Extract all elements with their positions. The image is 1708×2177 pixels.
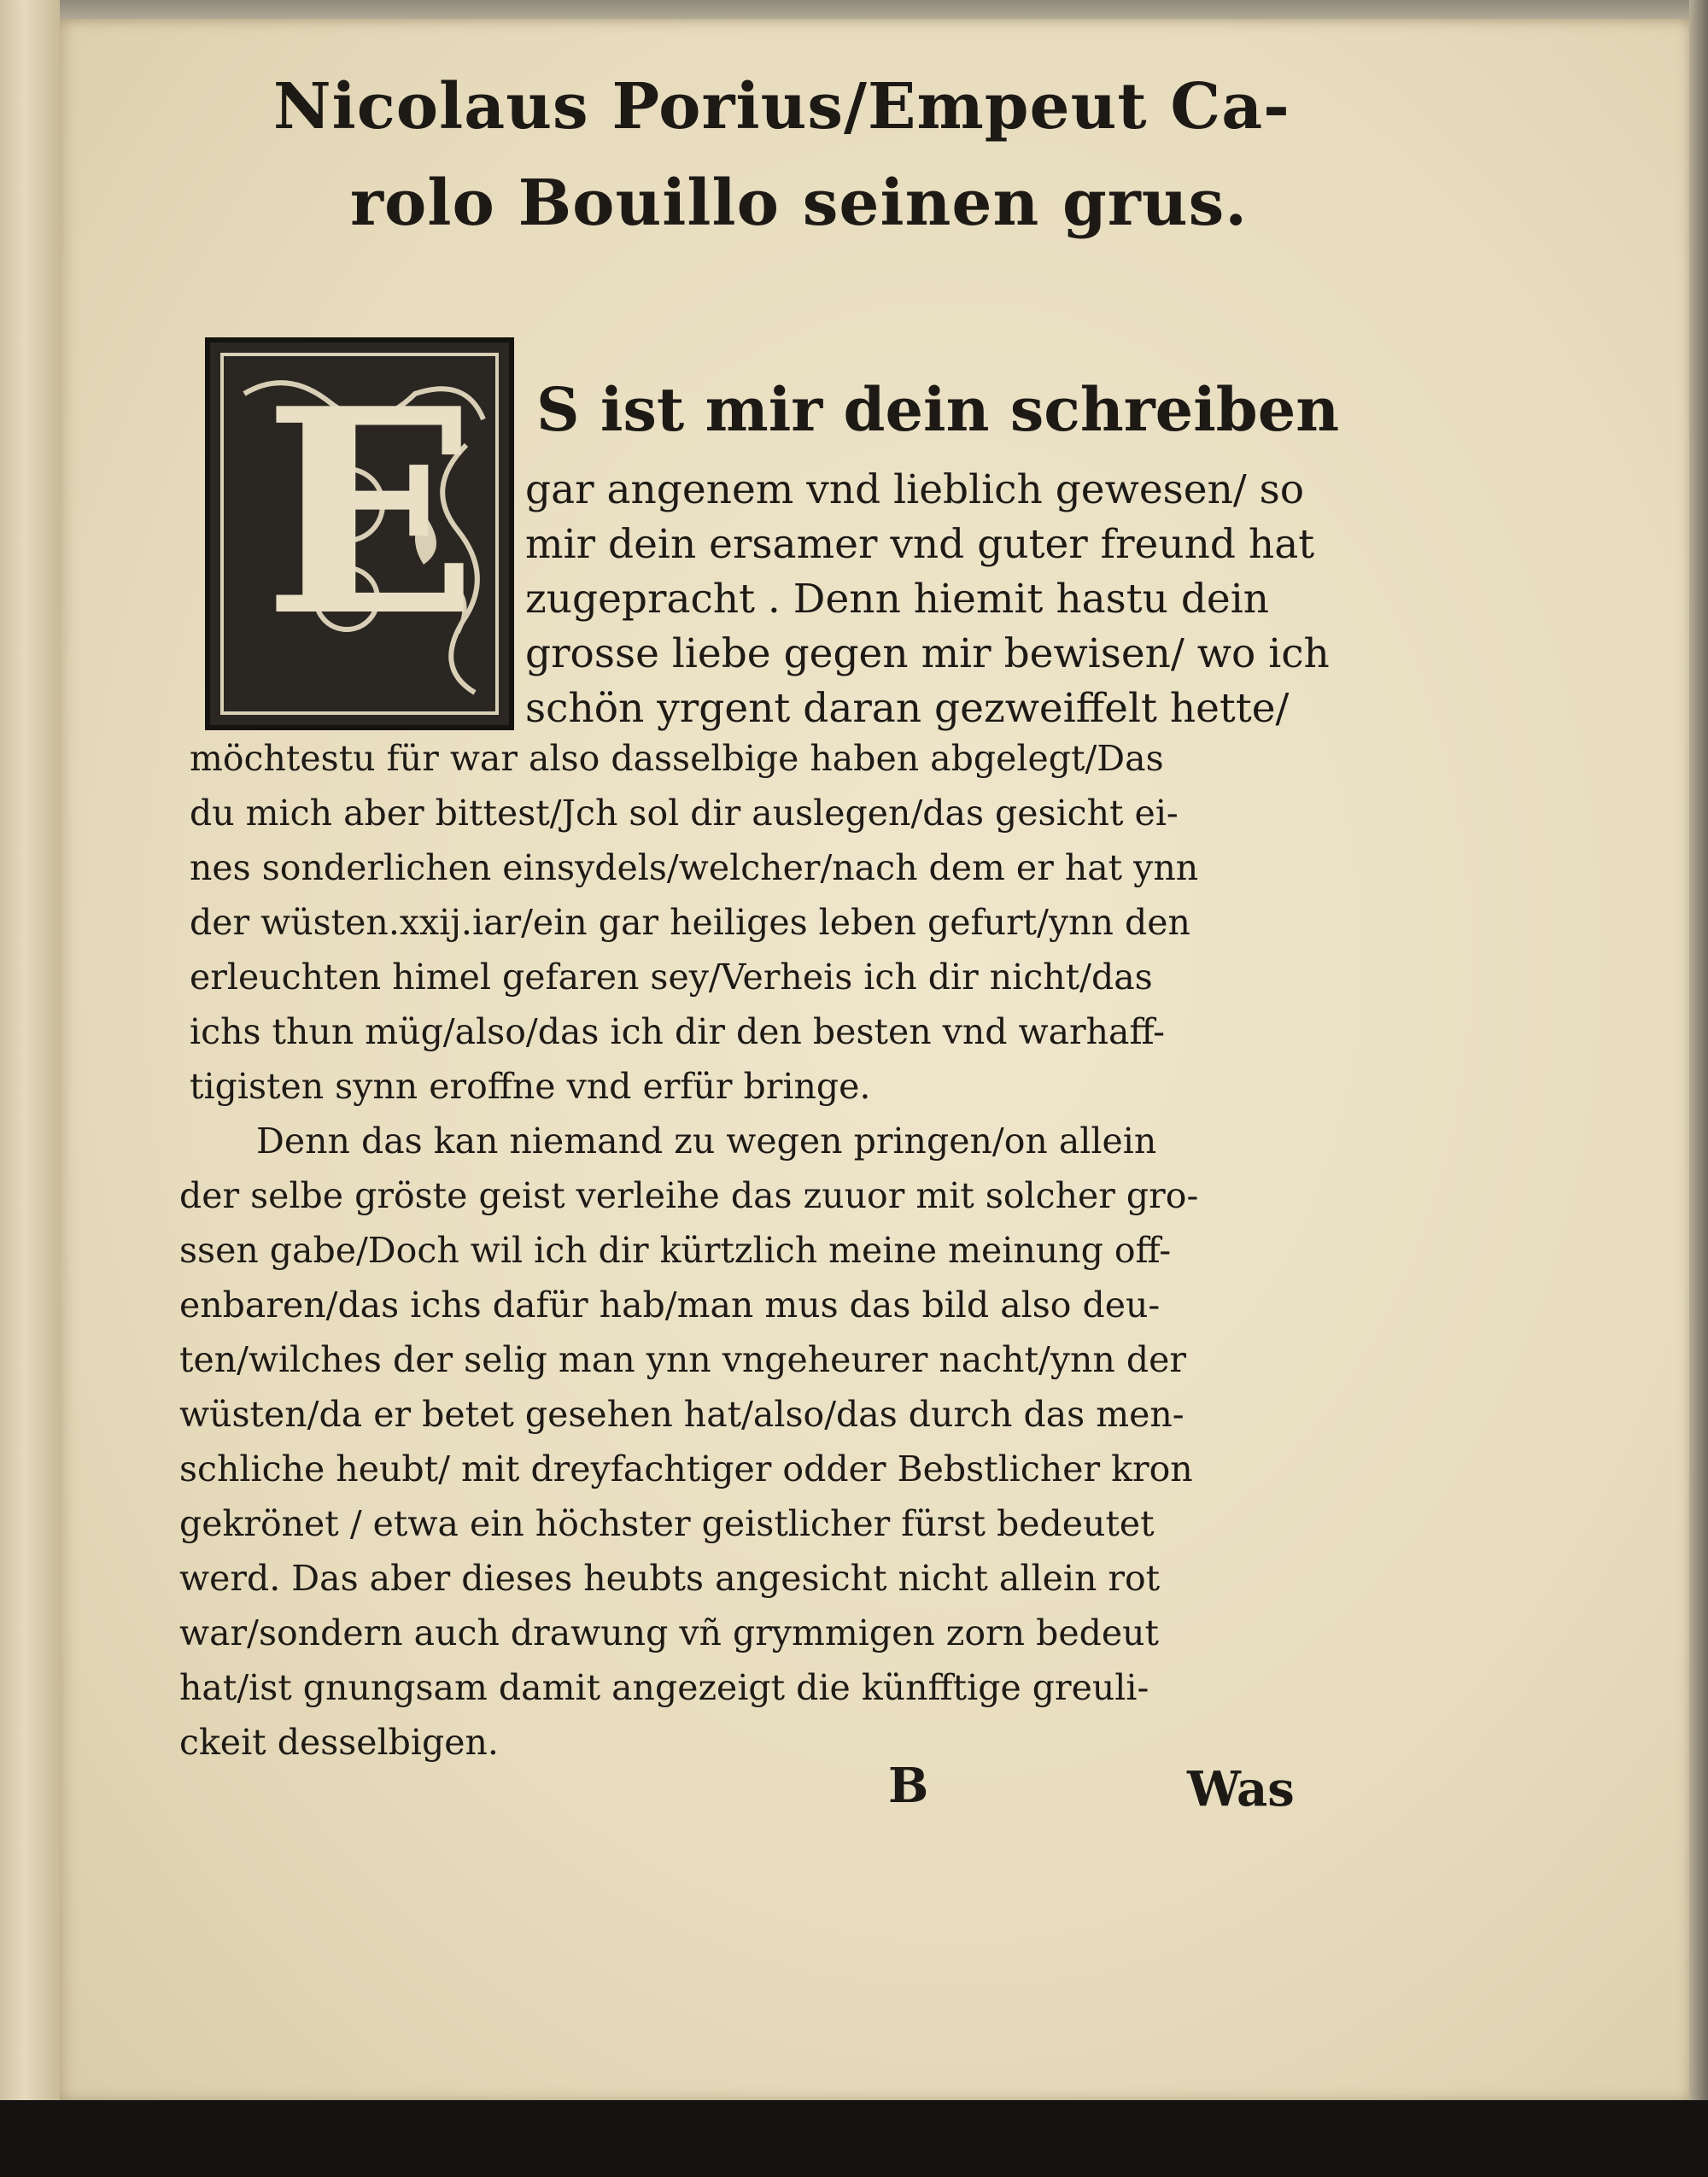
decorated-initial xyxy=(205,337,514,730)
scan-right-edge xyxy=(1689,0,1708,2177)
book-page xyxy=(53,19,1693,2103)
initial-letter: E xyxy=(263,347,478,678)
book-binding xyxy=(0,0,60,2177)
scan-background xyxy=(0,2100,1708,2177)
body-line-21: gekrönet / etwa ein höchster geistlicher fürst bedeutet xyxy=(179,1503,1155,1544)
body-line-18: ten/wilches der selig man ynn vngeheurer nacht/ynn der xyxy=(179,1339,1186,1380)
body-line-7: möchtestu für war also dasselbige haben abgelegt/Das xyxy=(190,738,1164,779)
title-line-2: rolo Bouillo seinen grus. xyxy=(350,167,1248,240)
body-line-12: ichs thun müg/also/das ich dir den besten vnd warhaff- xyxy=(190,1011,1166,1052)
body-line-16: ssen gabe/Doch wil ich dir kürtzlich meine meinung off- xyxy=(179,1230,1172,1271)
body-line-9: nes sonderlichen einsydels/welcher/nach dem er hat ynn xyxy=(190,847,1199,888)
body-line-23: war/sondern auch drawung vñ grymmigen zorn bedeut xyxy=(179,1612,1159,1653)
body-line-17: enbaren/das ichs dafür hab/man mus das bild also deu- xyxy=(179,1285,1161,1326)
body-line-11: erleuchten himel gefaren sey/Verheis ich dir nicht/das xyxy=(190,957,1153,998)
body-line-5: grosse liebe gegen mir bewisen/ wo ich xyxy=(525,630,1330,677)
body-line-1: S ist mir dein schreiben xyxy=(536,374,1340,445)
body-line-15: der selbe gröste geist verleihe das zuuor mit solcher gro- xyxy=(179,1175,1199,1216)
body-line-13: tigisten synn eroffne vnd erfür bringe. xyxy=(190,1066,871,1107)
body-line-4: zugepracht . Denn hiemit hastu dein xyxy=(525,576,1270,623)
body-line-25: ckeit desselbigen. xyxy=(179,1722,499,1763)
body-line-8: du mich aber bittest/Jch sol dir auslegen/das gesicht ei- xyxy=(190,793,1179,834)
body-line-24: hat/ist gnungsam damit angezeigt die künfftige greuli- xyxy=(179,1667,1149,1708)
body-line-22: werd. Das aber dieses heubts angesicht nicht allein rot xyxy=(179,1558,1161,1599)
body-line-6: schön yrgent daran gezweiffelt hette/ xyxy=(525,685,1290,732)
body-line-20: schliche heubt/ mit dreyfachtiger odder Bebstlicher kron xyxy=(179,1448,1193,1489)
body-line-14: Denn das kan niemand zu wegen pringen/on allein xyxy=(256,1121,1157,1162)
catchword: Was xyxy=(1187,1761,1295,1817)
body-line-10: der wüsten.xxij.iar/ein gar heiliges leben gefurt/ynn den xyxy=(190,902,1190,943)
body-line-19: wüsten/da er betet gesehen hat/also/das durch das men- xyxy=(179,1394,1184,1435)
title-line-1: Nicolaus Porius/Empeut Ca- xyxy=(273,70,1290,143)
body-line-3: mir dein ersamer vnd guter freund hat xyxy=(525,521,1315,568)
signature-mark: B xyxy=(888,1758,929,1814)
body-line-2: gar angenem vnd lieblich gewesen/ so xyxy=(525,466,1305,513)
